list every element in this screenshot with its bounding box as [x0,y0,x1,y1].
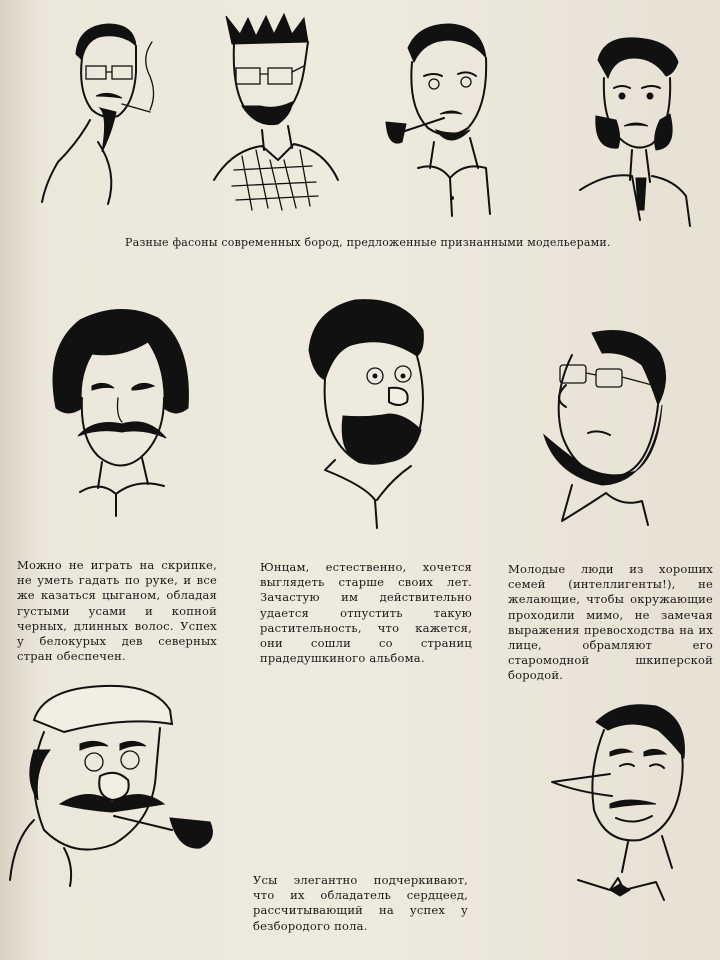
illustration-skipper-beard [532,325,682,530]
illustration-young-bearded [295,290,445,530]
caption-bottom: Усы элегантно подчеркивают, что их обладатель сердцеед, рассчитывающий на успех у безбородого пола. [253,873,468,933]
illustration-heartthrob-mustache [548,700,698,925]
illustration-mutton-chops [574,30,694,230]
caption-right: Молодые люди из хороших семей (интеллигенты!), не желающие, чтобы окружающие проходили мимо, не замечая выражения превосходства на их лице, обрамляют его старомодной шкиперской бородой. [508,562,713,683]
caption-middle: Юнцам, естественно, хочется выглядеть старше своих лет. Зачастую им действительно удается отпустить такую растительность, что кажется, они сошли со страниц прадедушкиного альбома. [260,560,472,666]
caption-left: Можно не играть на скрипке, не уметь гадать по руке, и все же казаться цыганом, обладая густыми усами и копной черных, длинных волос. Успех у белокурых дев северных стран обеспечен. [17,558,217,664]
illustration-cap-pipe-man [4,680,219,890]
illustration-gypsy-mustache [40,298,200,528]
caption-top: Разные фасоны современных бород, предложенные признанными модельерами. [125,236,611,249]
illustration-pipe-smoker [378,18,508,218]
illustration-goatee-smoker [38,12,168,207]
illustration-hipster-plaid [212,10,342,215]
